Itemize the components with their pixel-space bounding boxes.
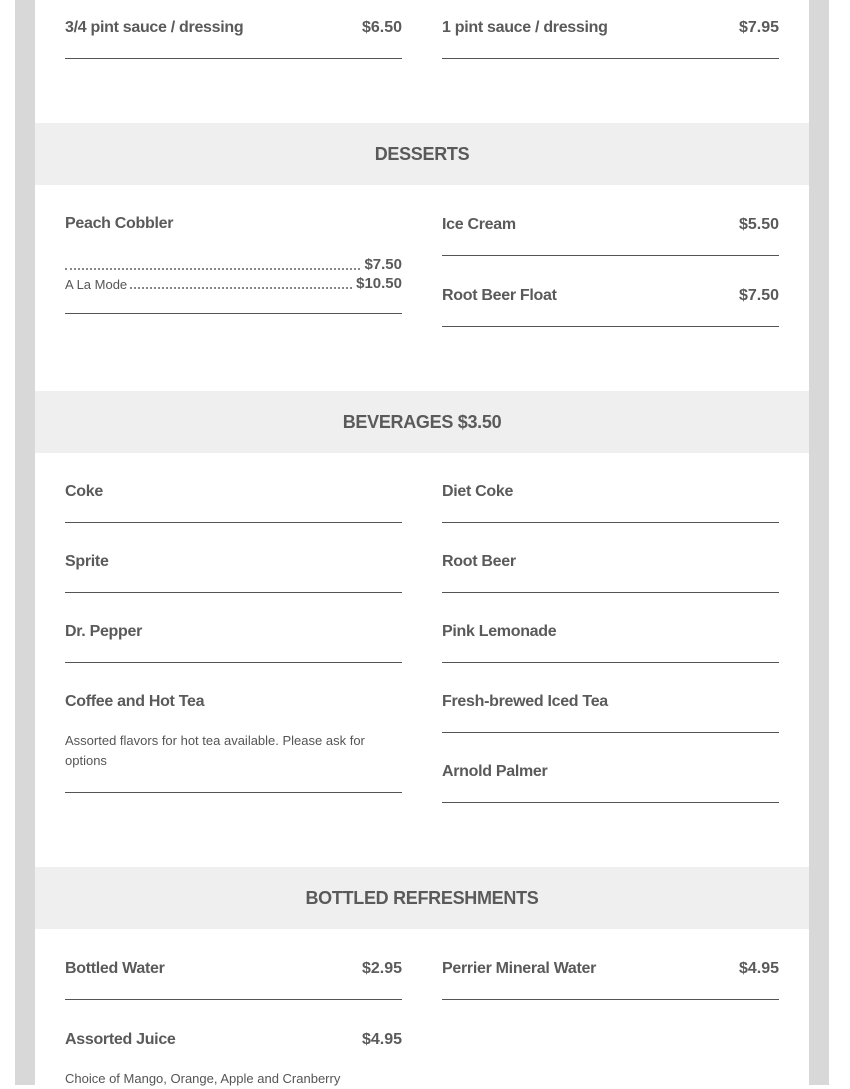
section-title: DESSERTS xyxy=(374,144,470,164)
divider xyxy=(65,792,402,793)
divider xyxy=(65,999,402,1000)
item-name: Perrier Mineral Water xyxy=(442,960,597,977)
price-option-a-la-mode xyxy=(65,274,402,292)
item-name: Bottled Water xyxy=(65,960,165,977)
item-price: $5.50 xyxy=(738,216,779,233)
item-name: Dr. Pepper xyxy=(65,623,143,640)
item-price: $6.50 xyxy=(361,19,402,36)
section-header-desserts xyxy=(35,123,809,185)
item-price: $7.95 xyxy=(738,19,779,36)
item-name: Root Beer Float xyxy=(442,287,557,304)
divider xyxy=(442,255,779,256)
item-name: Sprite xyxy=(65,553,109,570)
item-description: Assorted flavors for hot tea available. Please ask for options xyxy=(65,733,365,768)
divider xyxy=(442,802,779,803)
item-name: Pink Lemonade xyxy=(442,623,557,640)
item-description: Choice of Mango, Orange, Apple and Cranberry xyxy=(65,1071,341,1086)
divider xyxy=(442,732,779,733)
divider xyxy=(442,58,779,59)
price-option-regular xyxy=(65,255,402,273)
item-price: $4.95 xyxy=(361,1031,402,1048)
section-title: BEVERAGES $3.50 xyxy=(342,412,502,432)
item-price: $7.50 xyxy=(738,287,779,304)
item-name: 1 pint sauce / dressing xyxy=(442,19,608,36)
divider xyxy=(442,662,779,663)
section-header-bottled-refreshments xyxy=(35,867,809,929)
option-label: A La Mode xyxy=(65,277,128,292)
divider xyxy=(65,522,402,523)
section-title: BOTTLED REFRESHMENTS xyxy=(305,888,539,908)
divider xyxy=(442,522,779,523)
item-price: $2.95 xyxy=(361,960,402,977)
item-name: Root Beer xyxy=(442,553,516,570)
item-name: 3/4 pint sauce / dressing xyxy=(65,19,244,36)
item-name: Fresh-brewed Iced Tea xyxy=(442,693,608,710)
item-name: Coffee and Hot Tea xyxy=(65,693,205,710)
item-name: Assorted Juice xyxy=(65,1031,176,1048)
option-price: $10.50 xyxy=(356,275,402,292)
item-name: Arnold Palmer xyxy=(442,763,548,780)
item-name: Diet Coke xyxy=(442,483,514,500)
page-frame-left xyxy=(15,0,35,1085)
item-price: $4.95 xyxy=(738,960,779,977)
divider xyxy=(442,592,779,593)
divider xyxy=(65,592,402,593)
item-name: Peach Cobbler xyxy=(65,215,174,232)
option-price: $7.50 xyxy=(364,256,402,273)
divider xyxy=(65,58,402,59)
section-header-beverages xyxy=(35,391,809,453)
page-frame-right xyxy=(809,0,829,1085)
divider xyxy=(442,999,779,1000)
divider xyxy=(442,326,779,327)
divider xyxy=(65,662,402,663)
item-name: Ice Cream xyxy=(442,216,516,233)
item-name: Coke xyxy=(65,483,103,500)
divider xyxy=(65,313,402,314)
